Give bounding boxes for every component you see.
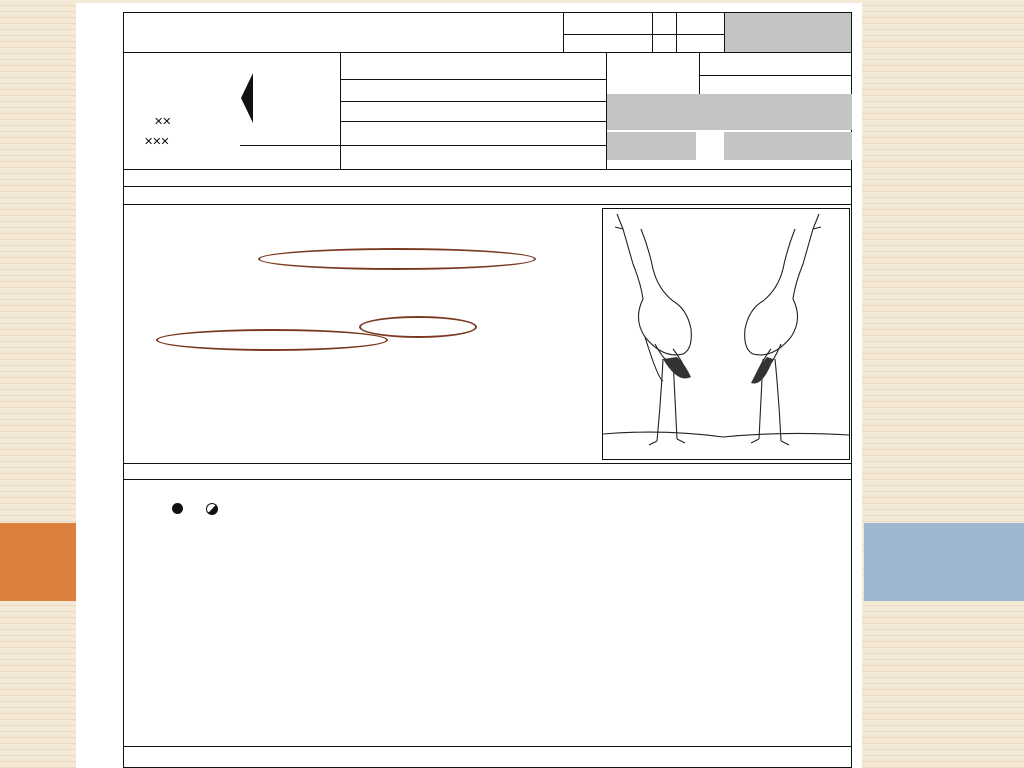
bn-symbol-icon [172, 503, 183, 514]
accent-block-left [0, 523, 76, 601]
bv-symbol-icon [206, 503, 218, 515]
office-box-top [725, 13, 851, 52]
highlight-oval [258, 248, 536, 270]
crane-illustration [602, 208, 850, 460]
grid-marks: ✕✕✕ [144, 136, 169, 148]
arrow-left-icon [241, 73, 253, 123]
highlight-oval [156, 329, 388, 351]
crane-drawing [603, 209, 849, 459]
office-box-low [607, 132, 696, 160]
form-sheet [76, 3, 862, 768]
office-box-mid [607, 94, 852, 130]
accent-block-right [864, 523, 1024, 601]
office-box-low2 [724, 132, 852, 160]
grid-marks: ✕✕ [154, 116, 171, 128]
